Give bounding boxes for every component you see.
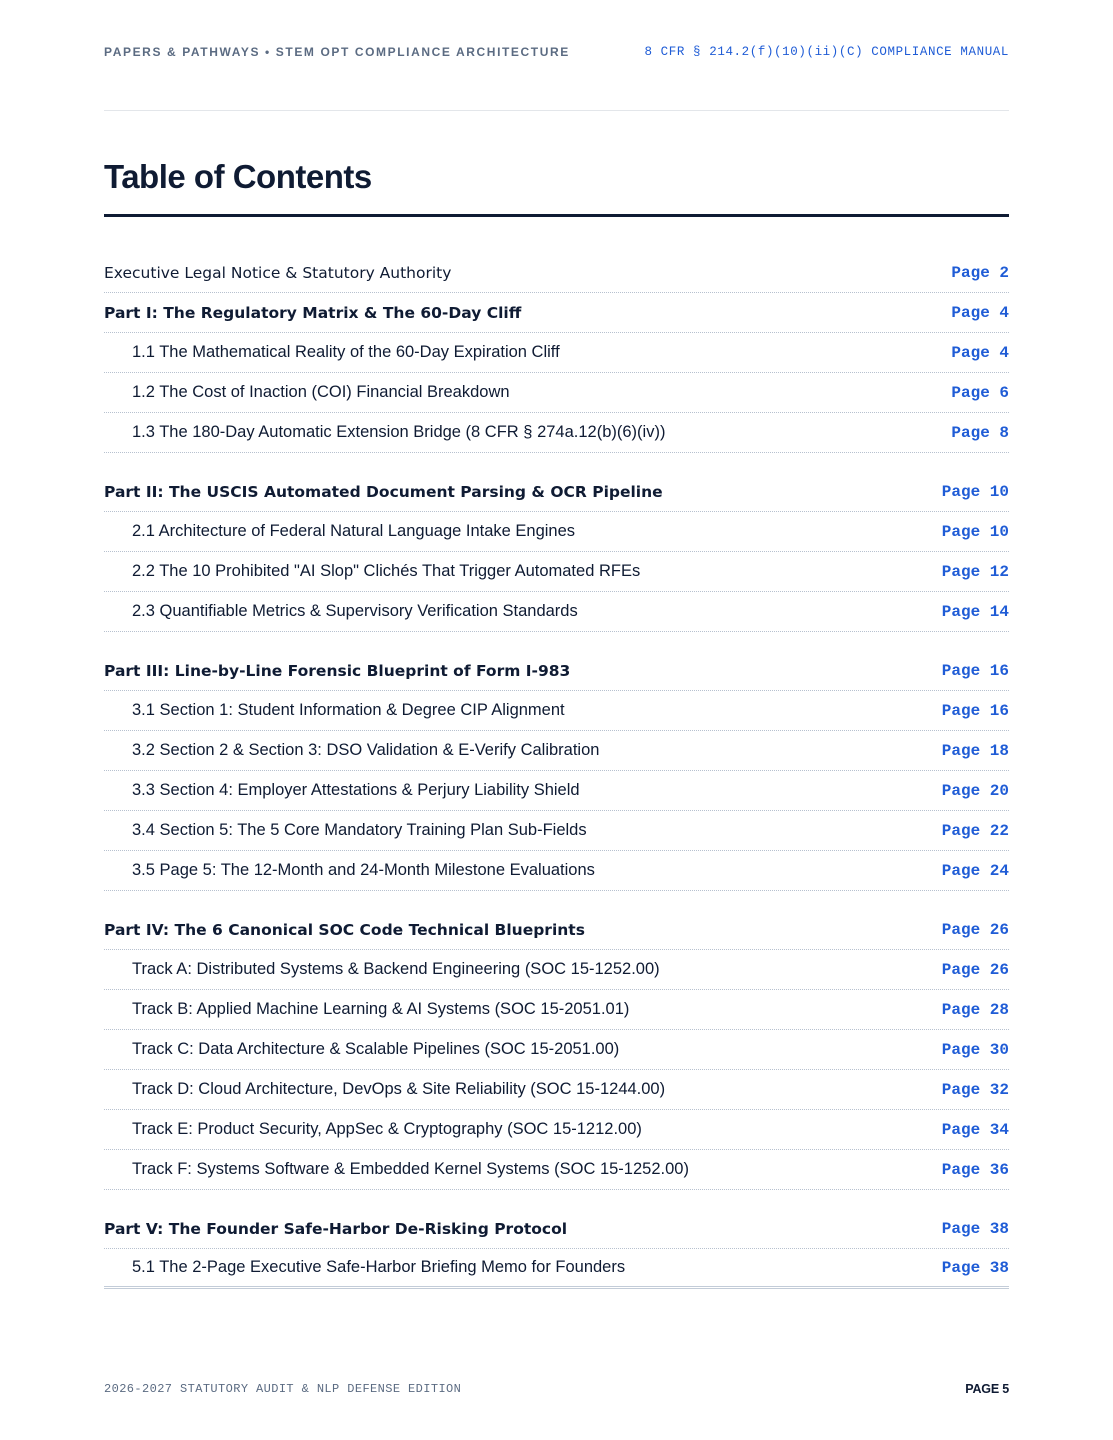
toc-entry-label: 3.3 Section 4: Employer Attestations & Perjury Liability Shield bbox=[132, 781, 580, 799]
toc-entry-label: Part I: The Regulatory Matrix & The 60-Day Cliff bbox=[104, 303, 522, 322]
toc-entry[interactable] bbox=[104, 512, 1009, 552]
toc-entry-label: 1.2 The Cost of Inaction (COI) Financial Breakdown bbox=[132, 383, 510, 401]
toc-entry-page: Page 30 bbox=[941, 1040, 1009, 1059]
title-underline bbox=[104, 214, 1009, 217]
toc-entry-label: 5.1 The 2-Page Executive Safe-Harbor Briefing Memo for Founders bbox=[132, 1258, 626, 1276]
toc-entry[interactable] bbox=[104, 413, 1009, 453]
toc-entry[interactable] bbox=[104, 373, 1009, 413]
toc-entry-label: 2.2 The 10 Prohibited "AI Slop" Clichés That Trigger Automated RFEs bbox=[132, 562, 641, 580]
toc-entry-page: Page 18 bbox=[941, 741, 1009, 760]
header-manual-title: 8 CFR § 214.2(f)(10)(ii)(C) COMPLIANCE MANUAL bbox=[644, 45, 1009, 59]
toc-entry-page: Page 12 bbox=[941, 562, 1009, 581]
toc-part-entry[interactable] bbox=[104, 910, 1009, 950]
toc-entry-page: Page 6 bbox=[951, 383, 1009, 402]
toc-entry[interactable] bbox=[104, 851, 1009, 891]
toc-entry-label: Track B: Applied Machine Learning & AI Systems (SOC 15-2051.01) bbox=[132, 1000, 630, 1018]
toc-entry-label: Part III: Line-by-Line Forensic Blueprint of Form I-983 bbox=[104, 661, 571, 680]
toc-entry-label: 3.2 Section 2 & Section 3: DSO Validation & E-Verify Calibration bbox=[132, 741, 600, 759]
toc-entry-page: Page 24 bbox=[941, 861, 1009, 880]
toc-entry-label: Track C: Data Architecture & Scalable Pipelines (SOC 15-2051.00) bbox=[132, 1040, 620, 1058]
toc-entry[interactable] bbox=[104, 990, 1009, 1030]
toc-entry-label: Executive Legal Notice & Statutory Authority bbox=[104, 263, 452, 282]
toc-entry[interactable] bbox=[104, 592, 1009, 632]
toc-entry-label: Part II: The USCIS Automated Document Parsing & OCR Pipeline bbox=[104, 482, 663, 501]
toc-entry-label: 2.3 Quantifiable Metrics & Supervisory Verification Standards bbox=[132, 602, 578, 620]
toc-entry-label: Part V: The Founder Safe-Harbor De-Risking Protocol bbox=[104, 1219, 568, 1238]
toc-entry-page: Page 8 bbox=[951, 423, 1009, 442]
toc-entry-label: Track A: Distributed Systems & Backend Engineering (SOC 15-1252.00) bbox=[132, 960, 660, 978]
toc-entry[interactable] bbox=[104, 731, 1009, 771]
toc-entry-page: Page 26 bbox=[941, 960, 1009, 979]
toc-entry-label: 1.3 The 180-Day Automatic Extension Bridge (8 CFR § 274a.12(b)(6)(iv)) bbox=[132, 423, 666, 441]
toc-entry-page: Page 26 bbox=[941, 920, 1009, 939]
toc-entry[interactable] bbox=[104, 691, 1009, 731]
toc-entry-label: Track F: Systems Software & Embedded Kernel Systems (SOC 15-1252.00) bbox=[132, 1160, 689, 1178]
toc-entry-page: Page 10 bbox=[941, 482, 1009, 501]
toc-entry-page: Page 22 bbox=[941, 821, 1009, 840]
table-of-contents bbox=[104, 253, 1009, 1289]
toc-entry-page: Page 32 bbox=[941, 1080, 1009, 1099]
header-divider bbox=[104, 110, 1009, 111]
toc-entry-page: Page 14 bbox=[941, 602, 1009, 621]
footer-edition: 2026-2027 STATUTORY AUDIT & NLP DEFENSE EDITION bbox=[104, 1382, 462, 1396]
toc-entry[interactable] bbox=[104, 950, 1009, 990]
toc-entry[interactable] bbox=[104, 253, 1009, 293]
toc-entry-label: 3.4 Section 5: The 5 Core Mandatory Training Plan Sub-Fields bbox=[132, 821, 587, 839]
toc-entry-page: Page 34 bbox=[941, 1120, 1009, 1139]
toc-entry-label: 2.1 Architecture of Federal Natural Language Intake Engines bbox=[132, 522, 576, 540]
toc-entry-page: Page 4 bbox=[951, 303, 1009, 322]
toc-entry[interactable] bbox=[104, 1070, 1009, 1110]
toc-part-entry[interactable] bbox=[104, 651, 1009, 691]
page-title: Table of Contents bbox=[104, 158, 372, 195]
running-footer bbox=[104, 1380, 1009, 1398]
toc-part-entry[interactable] bbox=[104, 1209, 1009, 1249]
toc-entry-page: Page 16 bbox=[941, 661, 1009, 680]
toc-entry[interactable] bbox=[104, 1150, 1009, 1190]
toc-entry-page: Page 28 bbox=[941, 1000, 1009, 1019]
toc-entry[interactable] bbox=[104, 771, 1009, 811]
toc-entry-label: Track D: Cloud Architecture, DevOps & Site Reliability (SOC 15-1244.00) bbox=[132, 1080, 666, 1098]
header-brand: PAPERS & PATHWAYS • STEM OPT COMPLIANCE ARCHITECTURE bbox=[104, 45, 570, 59]
toc-entry-label: 1.1 The Mathematical Reality of the 60-Day Expiration Cliff bbox=[132, 343, 560, 361]
toc-entry-label: Part IV: The 6 Canonical SOC Code Technical Blueprints bbox=[104, 920, 585, 939]
toc-entry-label: 3.1 Section 1: Student Information & Degree CIP Alignment bbox=[132, 701, 565, 719]
toc-part-entry[interactable] bbox=[104, 293, 1009, 333]
toc-entry-page: Page 20 bbox=[941, 781, 1009, 800]
running-header bbox=[104, 43, 1009, 61]
toc-entry[interactable] bbox=[104, 1110, 1009, 1150]
toc-entry[interactable] bbox=[104, 333, 1009, 373]
toc-entry-page: Page 2 bbox=[951, 263, 1009, 282]
toc-entry[interactable] bbox=[104, 552, 1009, 592]
toc-entry-page: Page 4 bbox=[951, 343, 1009, 362]
toc-entry-page: Page 16 bbox=[941, 701, 1009, 720]
toc-entry-page: Page 36 bbox=[941, 1160, 1009, 1179]
toc-entry[interactable] bbox=[104, 811, 1009, 851]
toc-entry-page: Page 38 bbox=[941, 1219, 1009, 1238]
toc-entry-label: 3.5 Page 5: The 12-Month and 24-Month Milestone Evaluations bbox=[132, 861, 595, 879]
toc-part-entry[interactable] bbox=[104, 472, 1009, 512]
toc-entry-page: Page 38 bbox=[941, 1258, 1009, 1277]
toc-entry[interactable] bbox=[104, 1030, 1009, 1070]
toc-entry-label: Track E: Product Security, AppSec & Cryptography (SOC 15-1212.00) bbox=[132, 1120, 642, 1138]
toc-entry-page: Page 10 bbox=[941, 522, 1009, 541]
page-number: PAGE 5 bbox=[965, 1382, 1009, 1396]
toc-entry[interactable] bbox=[104, 1249, 1009, 1289]
